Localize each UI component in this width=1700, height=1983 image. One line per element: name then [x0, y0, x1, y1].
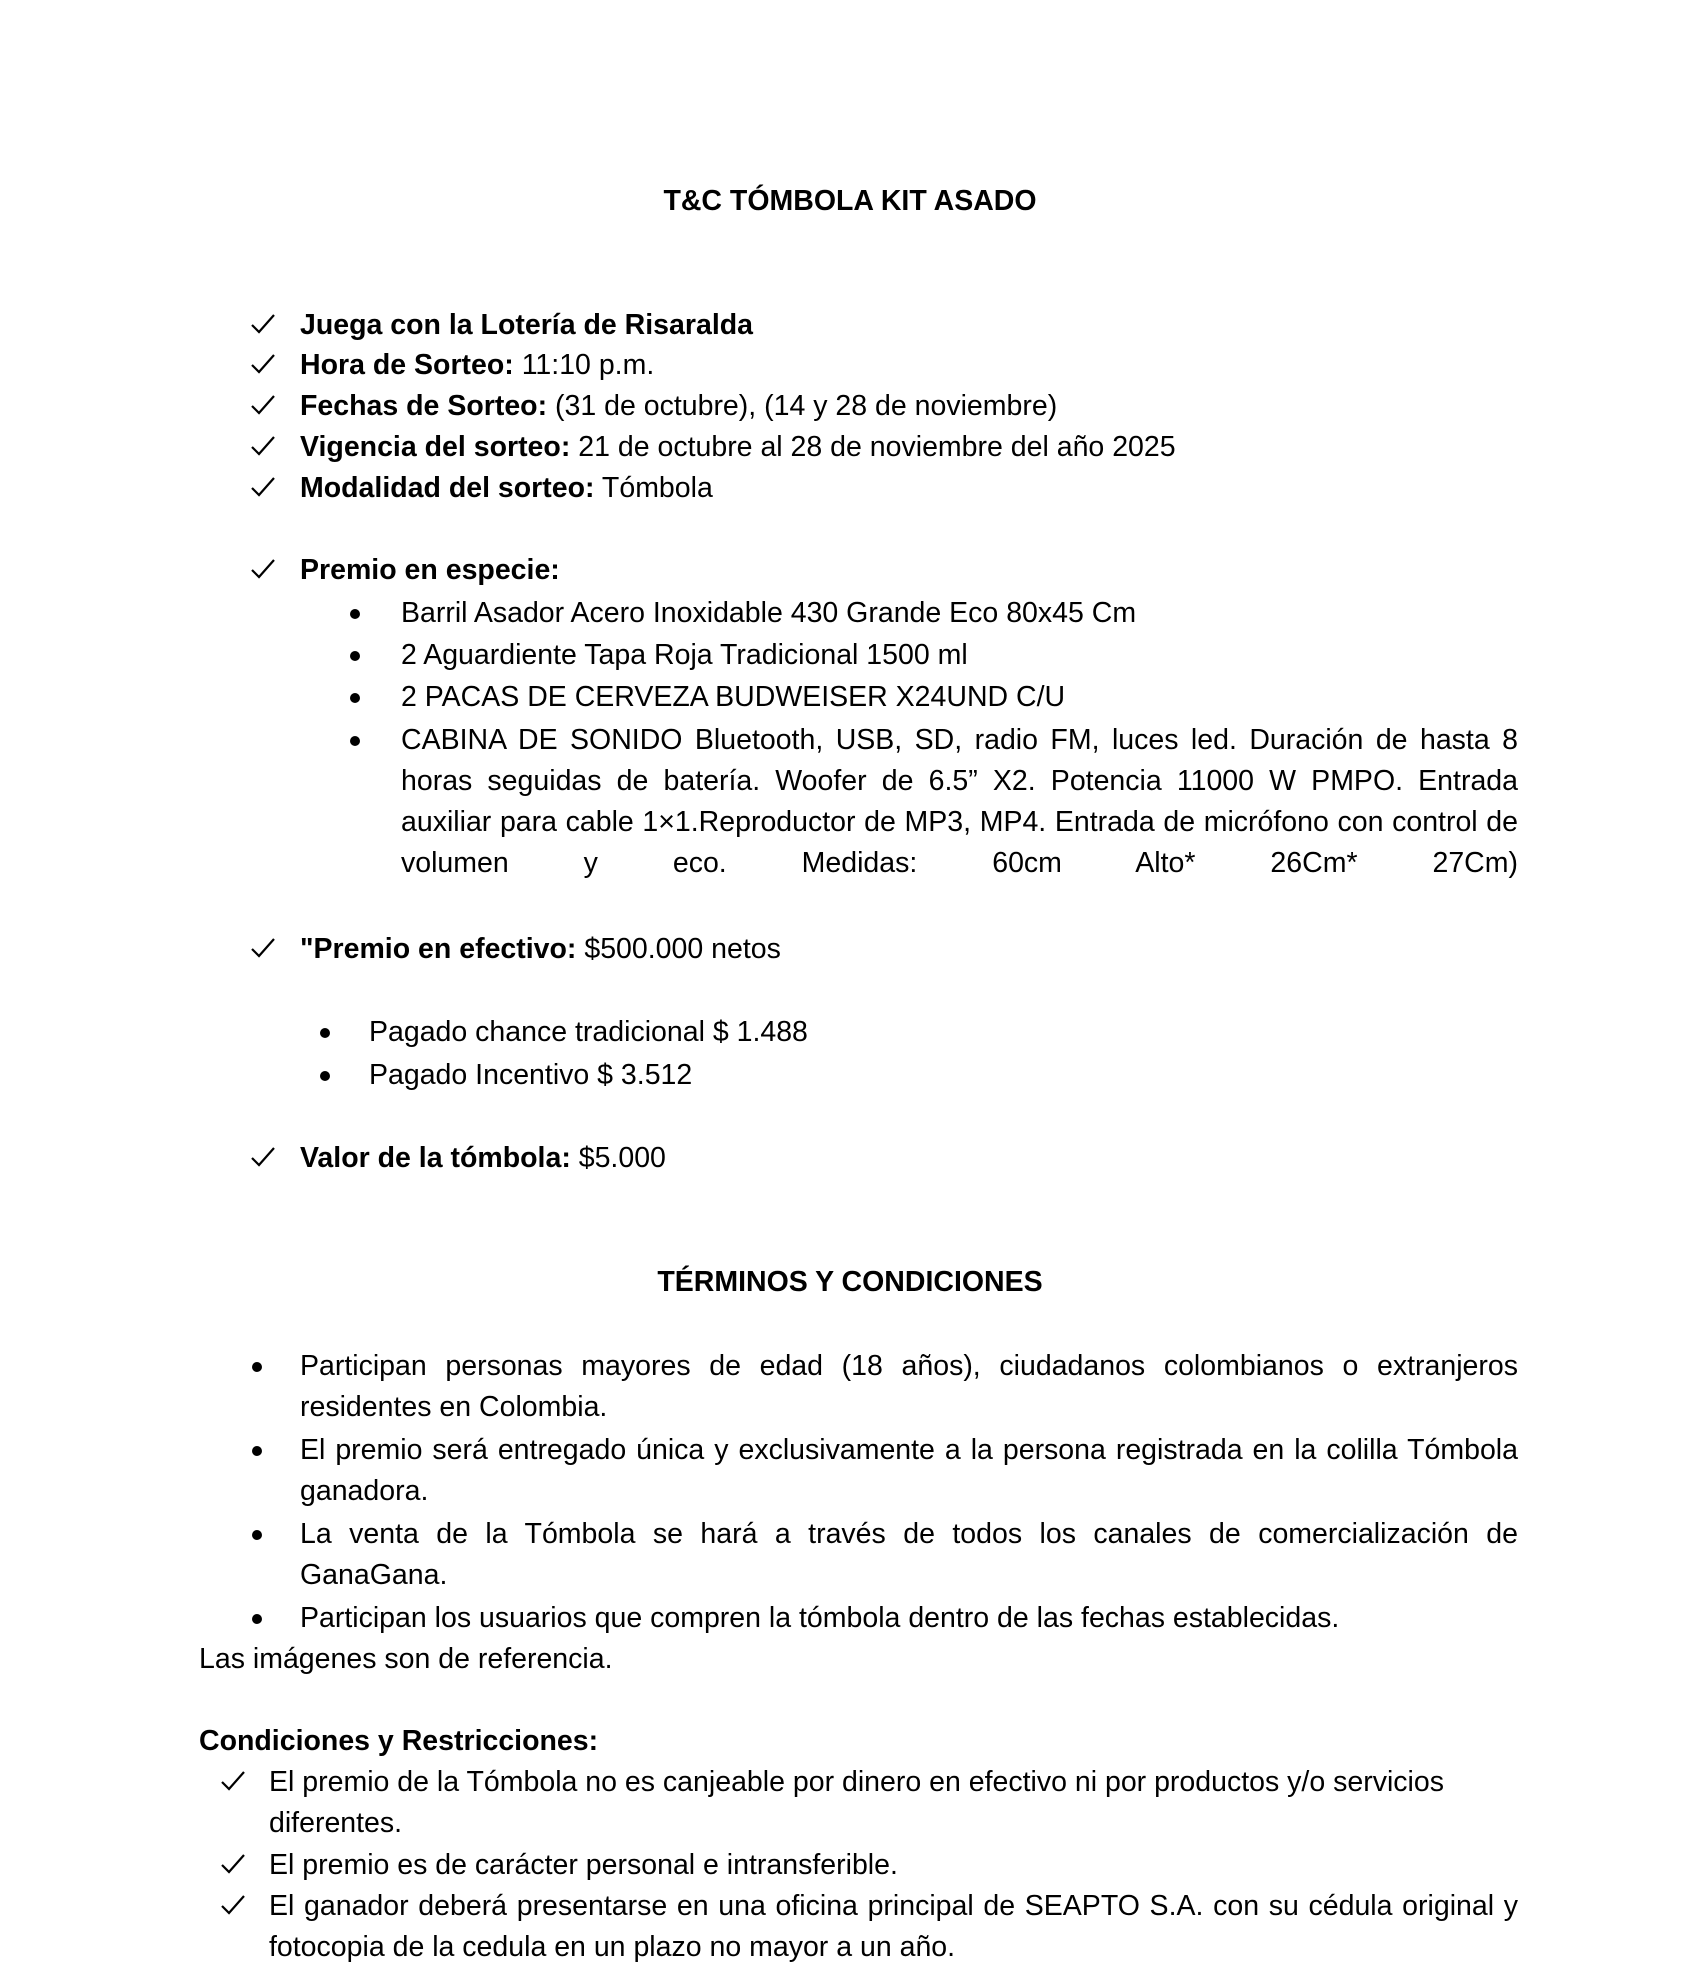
- checkmark-icon: [220, 1762, 250, 1802]
- checkmark-icon: [250, 305, 280, 345]
- term-item: La venta de la Tómbola se hará a través de todos los canales de comercialización de GanaGana.: [300, 1518, 1518, 1591]
- info-label: Hora de Sorteo:: [300, 349, 514, 381]
- checkmark-icon: [250, 345, 280, 385]
- terms-title: TÉRMINOS Y CONDICIONES: [657, 1266, 1043, 1298]
- term-item: Participan personas mayores de edad (18 años), ciudadanos colombianos o extranjeros residentes en Colombia.: [300, 1350, 1518, 1423]
- checkmark-icon: [250, 468, 280, 508]
- premio-efectivo-value: $500.000 netos: [576, 933, 781, 965]
- restriction-item: El premio de la Tómbola no es canjeable por dinero en efectivo ni por productos y/o servicios diferentes.: [269, 1766, 1444, 1839]
- bullet-icon: [252, 1614, 262, 1624]
- prize-item-speaker: CABINA DE SONIDO Bluetooth, USB, SD, radio FM, luces led. Duración de hasta 8 horas seguidas de batería. Woofer de 6.5” X2. Potencia 11000 W PMPO. Entrada auxiliar para cable 1×1.Reproductor de MP3, MP4. Entrada de micrófono con control de volumen y eco. Medidas: 60cm Alto* 26Cm* 27Cm): [401, 724, 1518, 879]
- valor-line: [300, 1138, 666, 1178]
- bullet-icon: [252, 1530, 262, 1540]
- valor-value: $5.000: [570, 1142, 666, 1174]
- checkmark-icon: [250, 1138, 280, 1178]
- bullet-icon: [320, 1028, 330, 1038]
- term-item: Participan los usuarios que compren la tómbola dentro de las fechas establecidas.: [300, 1602, 1340, 1634]
- bullet-icon: [252, 1446, 262, 1456]
- payment-item: Pagado Incentivo $ 3.512: [369, 1059, 693, 1091]
- checkmark-icon: [220, 1886, 250, 1926]
- bullet-icon: [350, 609, 360, 619]
- info-value: (31 de octubre), (14 y 28 de noviembre): [547, 390, 1058, 422]
- checkmark-icon: [220, 1845, 250, 1885]
- restriction-item: El ganador deberá presentarse en una oficina principal de SEAPTO S.A. con su cédula original y fotocopia de la cedula en un plazo no mayor a un año.: [269, 1890, 1518, 1963]
- info-label: Fechas de Sorteo:: [300, 390, 548, 422]
- checkmark-icon: [250, 550, 280, 590]
- prize-item: 2 Aguardiente Tapa Roja Tradicional 1500 ml: [401, 639, 968, 671]
- bullet-icon: [350, 736, 360, 746]
- checkmark-icon: [250, 929, 280, 969]
- premio-efectivo-line: [300, 929, 781, 969]
- premio-efectivo-label: "Premio en efectivo:: [300, 933, 577, 965]
- prize-item: 2 PACAS DE CERVEZA BUDWEISER X24UND C/U: [401, 681, 1066, 713]
- info-label: Vigencia del sorteo:: [300, 431, 571, 463]
- valor-label: Valor de la tómbola:: [300, 1142, 571, 1174]
- bullet-icon: [320, 1071, 330, 1081]
- images-note: Las imágenes son de referencia.: [199, 1643, 613, 1675]
- info-value: 21 de octubre al 28 de noviembre del año 2025: [570, 431, 1176, 463]
- bullet-icon: [350, 651, 360, 661]
- info-item: [300, 468, 713, 508]
- bullet-icon: [350, 693, 360, 703]
- info-item: [300, 427, 1176, 467]
- term-item: El premio será entregado única y exclusivamente a la persona registrada en la colilla Tómbola ganadora.: [300, 1434, 1518, 1507]
- payment-item: Pagado chance tradicional $ 1.488: [369, 1016, 808, 1048]
- info-item: [300, 345, 654, 385]
- prize-item: Barril Asador Acero Inoxidable 430 Grande Eco 80x45 Cm: [401, 597, 1137, 629]
- checkmark-icon: [250, 386, 280, 426]
- bullet-icon: [252, 1362, 262, 1372]
- info-item: [300, 305, 753, 345]
- premio-especie-label: Premio en especie:: [300, 554, 560, 586]
- checkmark-icon: [250, 427, 280, 467]
- document-title: T&C TÓMBOLA KIT ASADO: [663, 185, 1037, 217]
- info-label: Juega con la Lotería de Risaralda: [300, 309, 753, 341]
- restrictions-title: Condiciones y Restricciones:: [199, 1725, 599, 1757]
- info-value: Tómbola: [594, 472, 713, 504]
- info-value: 11:10 p.m.: [513, 349, 655, 381]
- restriction-item: El premio es de carácter personal e intransferible.: [269, 1849, 898, 1881]
- info-item: [300, 386, 1057, 426]
- info-label: Modalidad del sorteo:: [300, 472, 595, 504]
